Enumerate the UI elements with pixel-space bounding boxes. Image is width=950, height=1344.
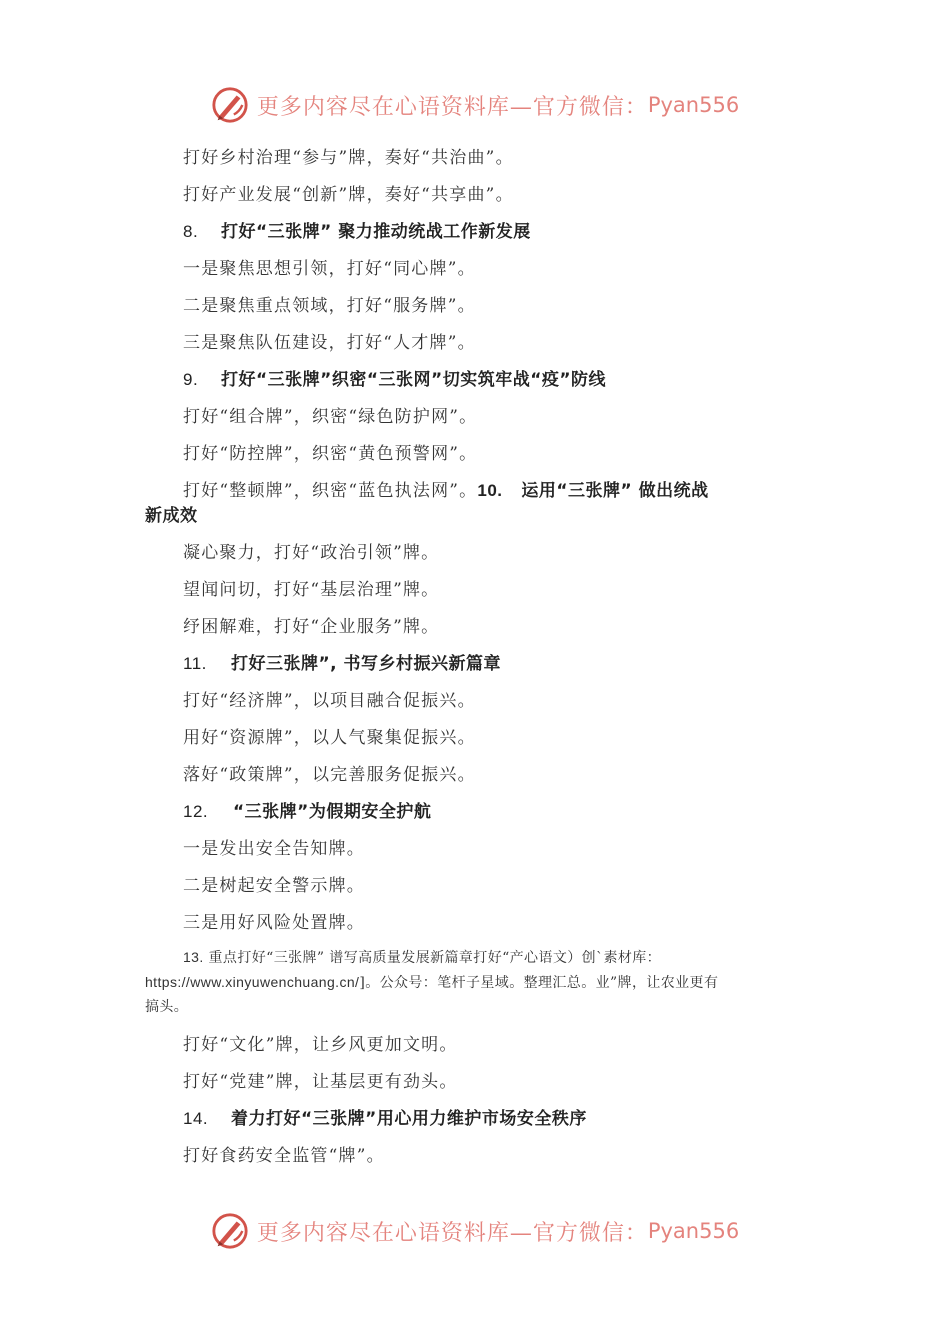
paragraph: 二是树起安全警示牌。 [183,876,365,896]
source-url: https://www.xinyuwenchuang.cn/ [145,974,360,990]
paragraph: 纾困解难，打好“企业服务”牌。 [183,617,440,637]
section-heading-12 [183,800,431,824]
paragraph: 打好产业发展“创新”牌，奏好“共享曲”。 [183,185,514,205]
heading-number: 11. [183,654,207,673]
paragraph: 一是发出安全告知牌。 [183,839,365,859]
paragraph-13-line-1 [183,946,661,969]
paragraph: 用好“资源牌”，以人气聚集促振兴。 [183,728,476,748]
heading-title: 打好“三张牌” 聚力推动统战工作新发展 [221,222,531,242]
section-heading-14 [183,1107,587,1131]
paragraph-text: 打好“整顿牌”，织密“蓝色执法网”。 [183,481,478,501]
heading-number: 12. [183,802,209,821]
heading-continuation: 新成效 [145,506,198,526]
pen-logo-icon [211,86,249,124]
item-number: 13. [183,949,204,965]
heading-title: 运用“三张牌” 做出统战 [521,481,709,501]
paragraph: 二是聚焦重点领域，打好“服务牌”。 [183,296,476,316]
heading-number: 9. [183,370,199,389]
paragraph: 打好乡村治理“参与”牌，奏好“共治曲”。 [183,148,514,168]
footer-banner [0,1206,950,1256]
heading-title: 着力打好“三张牌”用心用力维护市场安全秩序 [231,1109,587,1129]
footer-wechat-id: Pyan556 [647,1219,740,1243]
paragraph: 一是聚焦思想引领，打好“同心牌”。 [183,259,476,279]
paragraph-text: 重点打好“三张牌” 谱写高质量发展新篇章打好“产心语文）创`素材库： [208,950,662,966]
header-banner [0,80,950,130]
footer-text: 更多内容尽在心语资料库—官方微信： [256,1220,648,1246]
paragraph: 三是用好风险处置牌。 [183,913,365,933]
paragraph: 打好“党建”牌，让基层更有劲头。 [183,1072,458,1092]
paragraph: 打好食药安全监管“牌”。 [183,1146,385,1166]
paragraph-with-heading-10 [183,479,709,503]
pen-logo-icon [211,1212,249,1250]
paragraph: 落好“政策牌”，以完善服务促振兴。 [183,765,476,785]
section-heading-10 [477,481,708,501]
section-heading-9 [183,368,606,392]
heading-title: 打好“三张牌”织密“三张网”切实筑牢战“疫”防线 [221,370,607,390]
heading-number: 8. [183,222,199,241]
heading-title: 打好三张牌”, 书写乡村振兴新篇章 [231,654,502,674]
paragraph-13-line-3: 搞头。 [145,999,189,1015]
paragraph: 凝心聚力，打好“政治引领”牌。 [183,543,440,563]
header-text: 更多内容尽在心语资料库—官方微信： [256,94,648,120]
heading-number: 14. [183,1109,209,1128]
header-wechat-id: Pyan556 [647,93,740,117]
paragraph: 打好“文化”牌，让乡风更加文明。 [183,1035,458,1055]
paragraph: 望闻问切，打好“基层治理”牌。 [183,580,440,600]
heading-title: “三张牌”为假期安全护航 [233,802,432,822]
paragraph: 打好“经济牌”，以项目融合促振兴。 [183,691,476,711]
section-heading-11 [183,652,501,676]
paragraph: 打好“组合牌”，织密“绿色防护网”。 [183,407,478,427]
section-heading-8 [183,220,531,244]
paragraph: 三是聚焦队伍建设，打好“人才牌”。 [183,333,476,353]
paragraph: 打好“防控牌”，织密“黄色预警网”。 [183,444,478,464]
heading-number: 10. [477,481,503,500]
paragraph-text: ]。公众号：笔杆子星域。整理汇总。业”牌，让农业更有 [359,975,719,991]
paragraph-13-line-2 [145,971,718,994]
